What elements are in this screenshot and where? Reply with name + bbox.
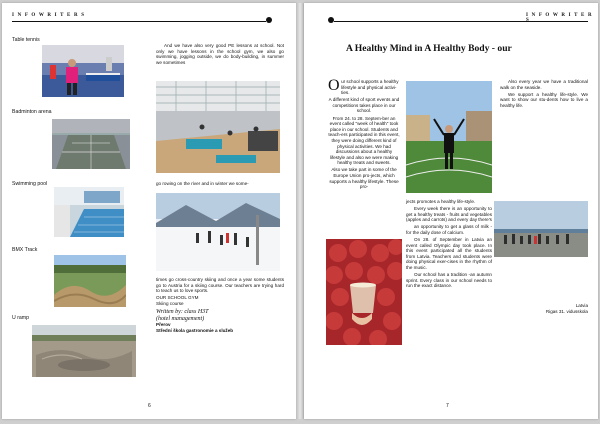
col2-paragraph-3: an opportunity to get a glass of milk - for the daily dose of calcium. xyxy=(406,224,492,235)
col2-paragraph-4: On 28. of September in Latvia an event called Olympic day took place. In this event participated all the students from Latvia. Teachers and students were doing physical exer-cises in the rhythm of the music. xyxy=(406,237,492,271)
photo-seaside-walk xyxy=(494,201,588,257)
col2-paragraph-5: Our school has a tradition -an autumn sprint. Every class in our school needs to run the exact distance. xyxy=(406,272,492,289)
town-name: Přerov xyxy=(156,322,171,328)
right-header-label: I N F O W R I T E R S xyxy=(526,13,593,23)
signature-line-1: Written by: class H3T xyxy=(156,309,209,316)
caption-bmx: BMX Track xyxy=(12,247,38,253)
right-signature xyxy=(494,303,588,314)
right-header-dot xyxy=(328,17,334,23)
left-text-bottom xyxy=(156,277,284,334)
left-page xyxy=(2,3,296,419)
col1-paragraph-4: Also we take part in some of the Europe Union pro-jects, which supports a healthy lifestyle. These pro- xyxy=(329,167,399,190)
signature-line-2: (hotel management) xyxy=(156,315,205,322)
drop-cap: O xyxy=(328,77,340,94)
right-page xyxy=(304,3,598,419)
caption-swimming: Swimming pool xyxy=(12,181,48,187)
right-column-2 xyxy=(406,199,492,290)
skiing-line: Skiing course xyxy=(156,300,184,306)
page-gutter xyxy=(296,3,304,419)
left-page-number: 6 xyxy=(148,403,151,409)
school-gym-line: OUR SCHOOL GYM xyxy=(156,295,199,301)
caption-u-ramp: U ramp xyxy=(12,315,30,321)
col1-first-paragraph: ur school supports a healthy lifestyle and physical activi-ties. xyxy=(341,79,399,96)
caption-badminton: Badminton arena xyxy=(12,109,52,115)
photo-school-gym xyxy=(156,81,280,173)
country-name: Latvia xyxy=(575,303,588,308)
col3-paragraph-2: We support a healthy life-style. We want to show our stu-dents how to live a healthy life. xyxy=(500,91,588,108)
col2-paragraph-1: jects promotes a healthy life-style. xyxy=(406,199,476,204)
photo-skiing-course xyxy=(156,193,280,271)
article-title: A Healthy Mind in A Healthy Body - our xyxy=(346,43,512,54)
photo-table-tennis xyxy=(42,45,124,97)
left-header-rule xyxy=(12,21,266,22)
school-name: Střední škola gastronomie a služeb xyxy=(156,328,234,334)
col2-paragraph-2: Every week there is an opportunity to get a healthy treats - fruits and vegetables (apples and carrots) and every day there's xyxy=(406,206,492,223)
right-page-number: 7 xyxy=(446,403,449,409)
photo-swimming-pool xyxy=(54,187,124,237)
col1-paragraph-3: From 24. to 28. Septem-ber an event called "week of health" took place in our school. Students and teach-ers participated in this event, they were doing different kind of physical activities. We had discussions about a healthy lifestyle and also we were making healthy treats and sweets. xyxy=(328,115,400,166)
photo-bmx-track xyxy=(54,255,126,307)
col3-paragraph-1: Also every year we have a traditional walk on the seaside. xyxy=(500,79,588,90)
left-header-dot xyxy=(266,17,272,23)
left-header-label: I N F O W R I T E R S xyxy=(12,13,86,18)
left-text-top: And we have also very good PE lessons at school. Not only we have lessons in the school gym, we also go swimming, jogging outside, we do body-building, in summer we sometimes xyxy=(156,43,284,65)
photo-u-ramp xyxy=(32,325,136,377)
school-reference: Rigas 31. vidusskola xyxy=(545,308,588,314)
caption-table-tennis: Table tennis xyxy=(12,37,40,43)
left-text-mid: go rowing on the river and in winter we some- xyxy=(156,181,249,186)
right-column-3 xyxy=(500,79,588,110)
left-bottom-paragraph: times go cross-country skiing and once a year some students go to Austria for a skiing course. Our teachers are trying hard to teach us to love sports. xyxy=(156,277,284,294)
photo-badminton xyxy=(52,119,130,169)
col1-paragraph-2: A different kind of sport events and competitions takes place in our school. xyxy=(328,97,400,114)
photo-apples-milk xyxy=(326,239,402,345)
photo-student-field xyxy=(406,81,492,193)
right-column-1 xyxy=(328,79,400,191)
